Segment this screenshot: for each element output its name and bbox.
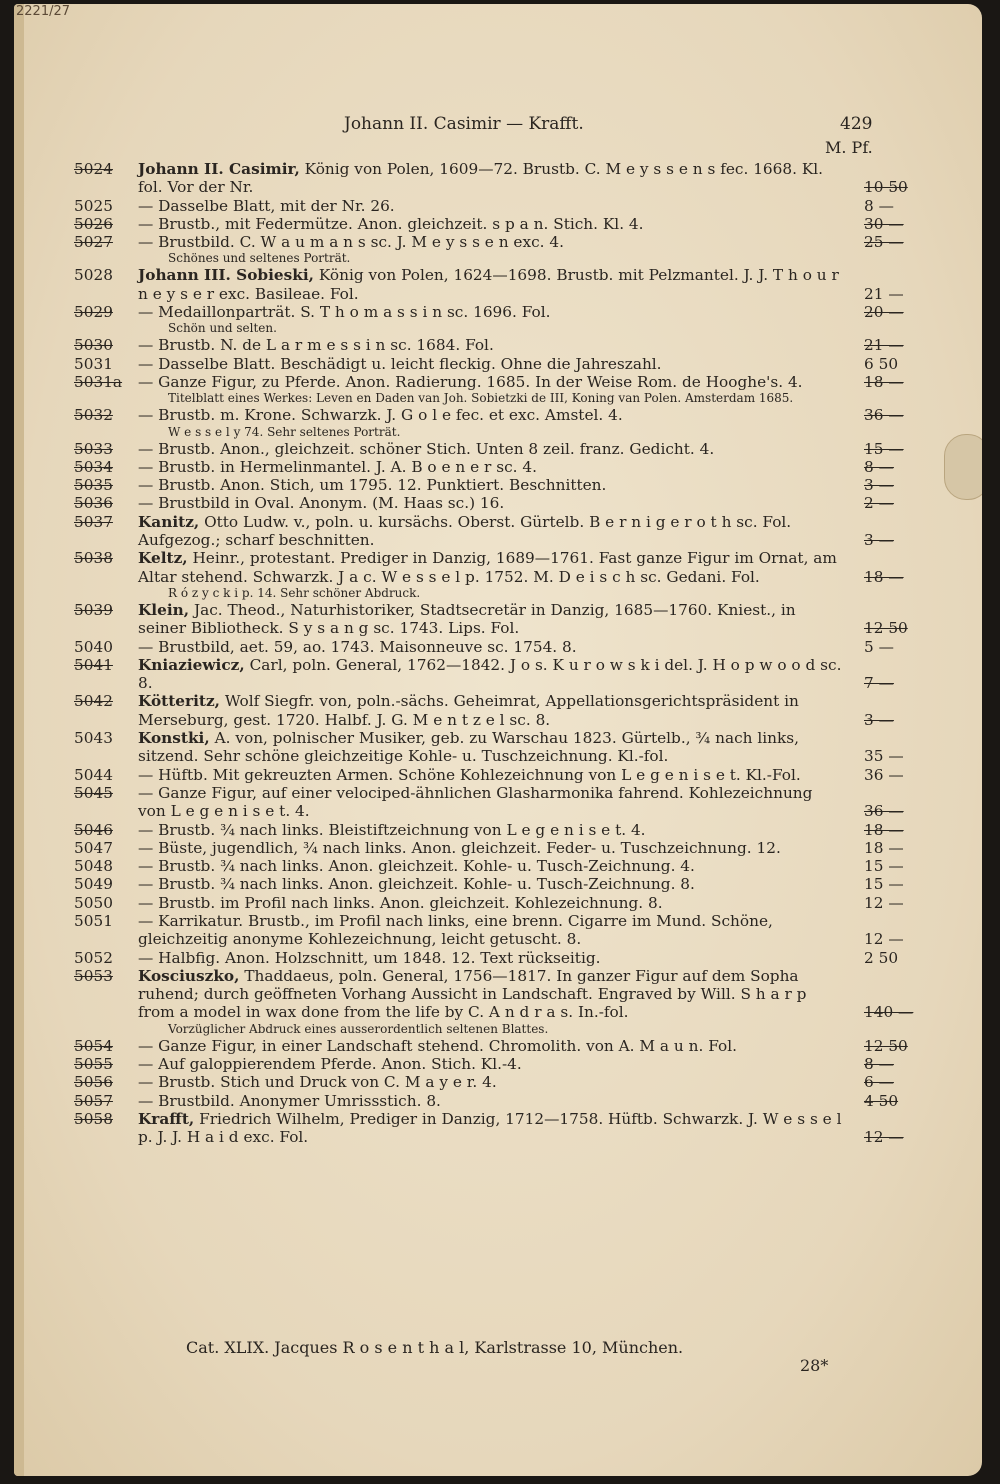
entry-description: — Medaillonparträt. S. T h o m a s s i n sc. 1696. Fol. xyxy=(138,303,551,322)
lot-number: 5039 xyxy=(74,600,113,619)
price: 8 — xyxy=(864,457,894,476)
price: 12 50 xyxy=(864,1036,908,1055)
price: 21 — xyxy=(864,336,904,355)
sitter-name: Kötteritz, xyxy=(138,692,220,711)
page-number: 429 xyxy=(840,114,873,134)
entry-description: — Brustb. ¾ nach links. Anon. gleichzeit. Kohle- u. Tusch-Zeichnung. 8. xyxy=(138,875,695,894)
entry-description: — Brustb. im Profil nach links. Anon. gleichzeit. Kohlezeichnung. 8. xyxy=(138,893,663,912)
catalog-entry xyxy=(74,875,954,893)
entry-description: — Brustb. Anon., gleichzeit. schöner Stich. Unten 8 zeil. franz. Gedicht. 4. xyxy=(138,439,715,458)
catalog-entry xyxy=(74,967,954,1022)
price: 4 50 xyxy=(864,1091,899,1110)
price: 18 — xyxy=(864,372,904,391)
catalog-entry xyxy=(74,601,954,638)
entry-description: — Brustb. in Hermelinmantel. J. A. B o e n e r sc. 4. xyxy=(138,457,537,476)
entry-description: Wolf Siegfr. von, poln.-sächs. Geheimrat, Appellationsgerichtspräsident in Merseburg, gest. 1720. Halbf. J. G. M e n t z e l sc. 8. xyxy=(138,692,799,729)
lot-number: 5034 xyxy=(74,457,113,476)
price: 18 — xyxy=(864,838,904,857)
catalog-entry xyxy=(74,336,954,354)
sitter-name: Johann III. Sobieski, xyxy=(138,266,314,285)
catalog-entry xyxy=(74,692,954,729)
lot-number: 5038 xyxy=(74,549,113,568)
catalog-entry xyxy=(74,1092,954,1110)
catalog-entry xyxy=(74,894,954,912)
price: 3 — xyxy=(864,531,894,550)
price: 12 50 xyxy=(864,619,908,638)
lot-number: 5032 xyxy=(74,406,113,425)
catalog-entry xyxy=(74,215,954,233)
entry-note: Titelblatt eines Werkes: Leven en Daden van Joh. Sobietzki de III, Koning van Polen. Amsterdam 1685. xyxy=(168,391,794,406)
catalog-entry xyxy=(74,233,954,251)
price: 21 — xyxy=(864,284,904,303)
lot-number: 5048 xyxy=(74,857,113,876)
catalog-entry xyxy=(74,303,954,321)
catalog-entry xyxy=(74,373,954,391)
catalog-entry xyxy=(74,839,954,857)
entry-description: — Brustbild. C. W a u m a n s sc. J. M e y s s e n exc. 4. xyxy=(138,233,564,252)
catalog-entry xyxy=(74,160,954,197)
price: 12 — xyxy=(864,893,904,912)
lot-number: 5036 xyxy=(74,494,113,513)
entry-description: — Brustb. ¾ nach links. Bleistiftzeichnung von L e g e n i s e t. 4. xyxy=(138,820,646,839)
sitter-name: Kosciuszko, xyxy=(138,966,240,985)
price: 12 — xyxy=(864,930,904,949)
currency-header: M. Pf. xyxy=(825,138,873,157)
catalog-entry xyxy=(74,1110,954,1147)
entry-description: — Ganze Figur, auf einer velociped-ähnlichen Glasharmonika fahrend. Kohlezeichnung von L e g e n i s e t. 4. xyxy=(138,783,813,821)
catalog-entry xyxy=(74,494,954,512)
sitter-name: Klein, xyxy=(138,600,190,619)
lot-number: 5033 xyxy=(74,439,113,458)
price: 140 — xyxy=(864,1003,914,1022)
entry-description: — Ganze Figur, zu Pferde. Anon. Radierung. 1685. In der Weise Rom. de Hooghe's. 4. xyxy=(138,372,803,391)
price: 15 — xyxy=(864,857,904,876)
entry-description: — Halbfig. Anon. Holzschnitt, um 1848. 12. Text rückseitig. xyxy=(138,948,601,967)
catalog-entry xyxy=(74,266,954,303)
price: 36 — xyxy=(864,406,904,425)
catalog-entry xyxy=(74,513,954,550)
catalog-entry xyxy=(74,821,954,839)
lot-number: 5047 xyxy=(74,838,113,857)
lot-number: 5029 xyxy=(74,303,113,322)
catalog-entry xyxy=(74,1055,954,1073)
running-title: Johann II. Casimir — Krafft. xyxy=(344,114,584,134)
catalog-entry xyxy=(74,949,954,967)
lot-number: 5025 xyxy=(74,196,113,215)
entry-description: — Dasselbe Blatt. Beschädigt u. leicht fleckig. Ohne die Jahreszahl. xyxy=(138,354,662,373)
lot-number: 5053 xyxy=(74,966,113,985)
entry-note: R ó z y c k i p. 14. Sehr schöner Abdruck. xyxy=(168,585,421,600)
entry-description: Heinr., protestant. Prediger in Danzig, 1689—1761. Fast ganze Figur im Ornat, am Altar stehend. Schwarzk. J a c. W e s s e l p. 1752. M. D e i s c h sc. Gedani. Fol. xyxy=(138,549,837,586)
entry-description: — Dasselbe Blatt, mit der Nr. 26. xyxy=(138,196,395,215)
entry-note: Schönes und seltenes Porträt. xyxy=(168,251,351,266)
lot-number: 5030 xyxy=(74,336,113,355)
corner-note: 2221/27 xyxy=(16,4,71,19)
catalog-entry xyxy=(74,458,954,476)
entry-description: — Brustb. m. Krone. Schwarzk. J. G o l e fec. et exc. Amstel. 4. xyxy=(138,406,623,425)
entry-description: Friedrich Wilhelm, Prediger in Danzig, 1712—1758. Hüftb. Schwarzk. J. W e s s e l p. J. J. H a i d exc. Fol. xyxy=(138,1109,842,1147)
lot-number: 5037 xyxy=(74,512,113,531)
lot-number: 5042 xyxy=(74,692,113,711)
lot-number: 5043 xyxy=(74,729,113,748)
lot-number: 5041 xyxy=(74,655,113,674)
entry-note: W e s s e l y 74. Sehr seltenes Porträt. xyxy=(168,424,401,439)
entry-description: — Brustbild in Oval. Anonym. (M. Haas sc.) 16. xyxy=(138,494,505,513)
price: 12 — xyxy=(864,1128,904,1147)
entry-description: — Büste, jugendlich, ¾ nach links. Anon. gleichzeit. Feder- u. Tuschzeichnung. 12. xyxy=(138,838,781,857)
lot-number: 5054 xyxy=(74,1036,113,1055)
price: 10 50 xyxy=(864,178,908,197)
entry-note: Schön und selten. xyxy=(168,321,277,336)
lot-number: 5026 xyxy=(74,214,113,233)
sitter-name: Kanitz, xyxy=(138,512,200,531)
price: 6 — xyxy=(864,1073,894,1092)
entry-description: — Brustb. Anon. Stich, um 1795. 12. Punktiert. Beschnitten. xyxy=(138,476,607,495)
catalog-entry xyxy=(74,729,954,766)
price: 3 — xyxy=(864,476,894,495)
lot-number: 5058 xyxy=(74,1109,113,1128)
entry-description: Jac. Theod., Naturhistoriker, Stadtsecretär in Danzig, 1685—1760. Kniest., in seiner Bibliotheck. S y s a n g sc. 1743. Lips. Fol. xyxy=(138,600,796,638)
price: 25 — xyxy=(864,233,904,252)
catalog-entry xyxy=(74,197,954,215)
price: 20 — xyxy=(864,303,904,322)
sitter-name: Konstki, xyxy=(138,729,210,748)
lot-number: 5045 xyxy=(74,783,113,802)
catalog-page xyxy=(14,4,982,1476)
lot-number: 5050 xyxy=(74,893,113,912)
lot-number: 5035 xyxy=(74,476,113,495)
lot-number: 5044 xyxy=(74,765,113,784)
entry-description: Otto Ludw. v., poln. u. kursächs. Oberst. Gürtelb. B e r n i g e r o t h sc. Fol. Aufgezog.; scharf beschnitten. xyxy=(138,512,792,550)
price: 15 — xyxy=(864,439,904,458)
catalog-entry xyxy=(74,857,954,875)
lot-number: 5040 xyxy=(74,637,113,656)
price: 8 — xyxy=(864,196,894,215)
price: 3 — xyxy=(864,710,894,729)
lot-number: 5052 xyxy=(74,948,113,967)
price: 2 — xyxy=(864,494,894,513)
entry-description: König von Polen, 1624—1698. Brustb. mit Pelzmantel. J. J. T h o u r n e y s e r exc. Basileae. Fol. xyxy=(138,266,839,303)
price: 15 — xyxy=(864,875,904,894)
lot-number: 5031 xyxy=(74,354,113,373)
page-gutter xyxy=(14,4,24,1476)
lot-number: 5031a xyxy=(74,372,123,391)
entry-description: König von Polen, 1609—72. Brustb. C. M e y s s e n s fec. 1668. Kl. fol. Vor der Nr. xyxy=(138,160,824,197)
lot-number: 5049 xyxy=(74,875,113,894)
entry-note: Vorzüglicher Abdruck eines ausserordentlich seltenen Blattes. xyxy=(168,1021,549,1036)
catalog-entry xyxy=(74,1037,954,1055)
catalog-entry xyxy=(74,784,954,821)
lot-number: 5024 xyxy=(74,160,113,178)
entry-description: — Brustbild, aet. 59, ao. 1743. Maisonneuve sc. 1754. 8. xyxy=(138,637,577,656)
catalog-entry xyxy=(74,406,954,424)
price: 30 — xyxy=(864,214,904,233)
price: 2 50 xyxy=(864,948,899,967)
entry-description: Carl, poln. General, 1762—1842. J o s. K u r o w s k i del. J. H o p w o o d sc. 8. xyxy=(138,655,842,693)
catalog-entry xyxy=(74,638,954,656)
catalog-entry xyxy=(74,355,954,373)
entry-description: — Brustb. Stich und Druck von C. M a y e r. 4. xyxy=(138,1073,497,1092)
price: 36 — xyxy=(864,765,904,784)
catalog-entry xyxy=(74,912,954,949)
catalog-entry xyxy=(74,440,954,458)
lot-number: 5057 xyxy=(74,1091,113,1110)
page-footer: Cat. XLIX. Jacques R o s e n t h a l, Karlstrasse 10, München. xyxy=(186,1338,684,1357)
catalog-entry xyxy=(74,549,954,586)
catalog-entry xyxy=(74,476,954,494)
lot-number: 5055 xyxy=(74,1055,113,1074)
lot-number: 5056 xyxy=(74,1073,113,1092)
sitter-name: Kniaziewicz, xyxy=(138,655,245,674)
price: 8 — xyxy=(864,1055,894,1074)
price: 7 — xyxy=(864,674,894,693)
lot-number: 5051 xyxy=(74,911,113,930)
entry-description: — Hüftb. Mit gekreuzten Armen. Schöne Kohlezeichnung von L e g e n i s e t. Kl.-Fol. xyxy=(138,765,801,784)
entry-description: — Auf galoppierendem Pferde. Anon. Stich. Kl.-4. xyxy=(138,1055,522,1074)
catalog-entry xyxy=(74,1073,954,1091)
price: 6 50 xyxy=(864,354,899,373)
lot-number: 5027 xyxy=(74,233,113,252)
sitter-name: Johann II. Casimir, xyxy=(138,160,300,178)
price: 18 — xyxy=(864,567,904,586)
sitter-name: Keltz, xyxy=(138,549,188,568)
price: 5 — xyxy=(864,637,894,656)
price: 18 — xyxy=(864,820,904,839)
lot-number: 5046 xyxy=(74,820,113,839)
entry-description: — Brustb. N. de L a r m e s s i n sc. 1684. Fol. xyxy=(138,336,494,355)
lot-number: 5028 xyxy=(74,266,113,285)
entry-description: — Brustbild. Anonymer Umrissstich. 8. xyxy=(138,1091,441,1110)
entry-description: — Karrikatur. Brustb., im Profil nach links, eine brenn. Cigarre im Mund. Schöne, gleichzeitig anonyme Kohlezeichnung, leicht getuscht. 8. xyxy=(138,911,773,949)
entry-description: — Brustb. ¾ nach links. Anon. gleichzeit. Kohle- u. Tusch-Zeichnung. 4. xyxy=(138,857,695,876)
sheet-signature: 28* xyxy=(800,1356,829,1375)
catalog-entry xyxy=(74,656,954,693)
entry-description: — Ganze Figur, in einer Landschaft stehend. Chromolith. von A. M a u n. Fol. xyxy=(138,1036,737,1055)
catalog-entry xyxy=(74,766,954,784)
entry-description: — Brustb., mit Federmütze. Anon. gleichzeit. s p a n. Stich. Kl. 4. xyxy=(138,214,644,233)
catalog-entries xyxy=(74,160,954,1147)
price: 35 — xyxy=(864,747,904,766)
sitter-name: Krafft, xyxy=(138,1109,195,1128)
price: 36 — xyxy=(864,802,904,821)
page-header xyxy=(14,114,982,140)
entry-description: Thaddaeus, poln. General, 1756—1817. In ganzer Figur auf dem Sopha ruhend; durch geöffneten Vorhang Aussicht in Landschaft. Engraved by Will. S h a r p from a model in wax done from the life by C. A n d r a s. In.-fol. xyxy=(138,966,807,1022)
entry-description: A. von, polnischer Musiker, geb. zu Warschau 1823. Gürtelb., ¾ nach links, sitzend. Sehr schöne gleichzeitige Kohle- u. Tuschzeichnung. Kl.-fol. xyxy=(138,729,799,766)
